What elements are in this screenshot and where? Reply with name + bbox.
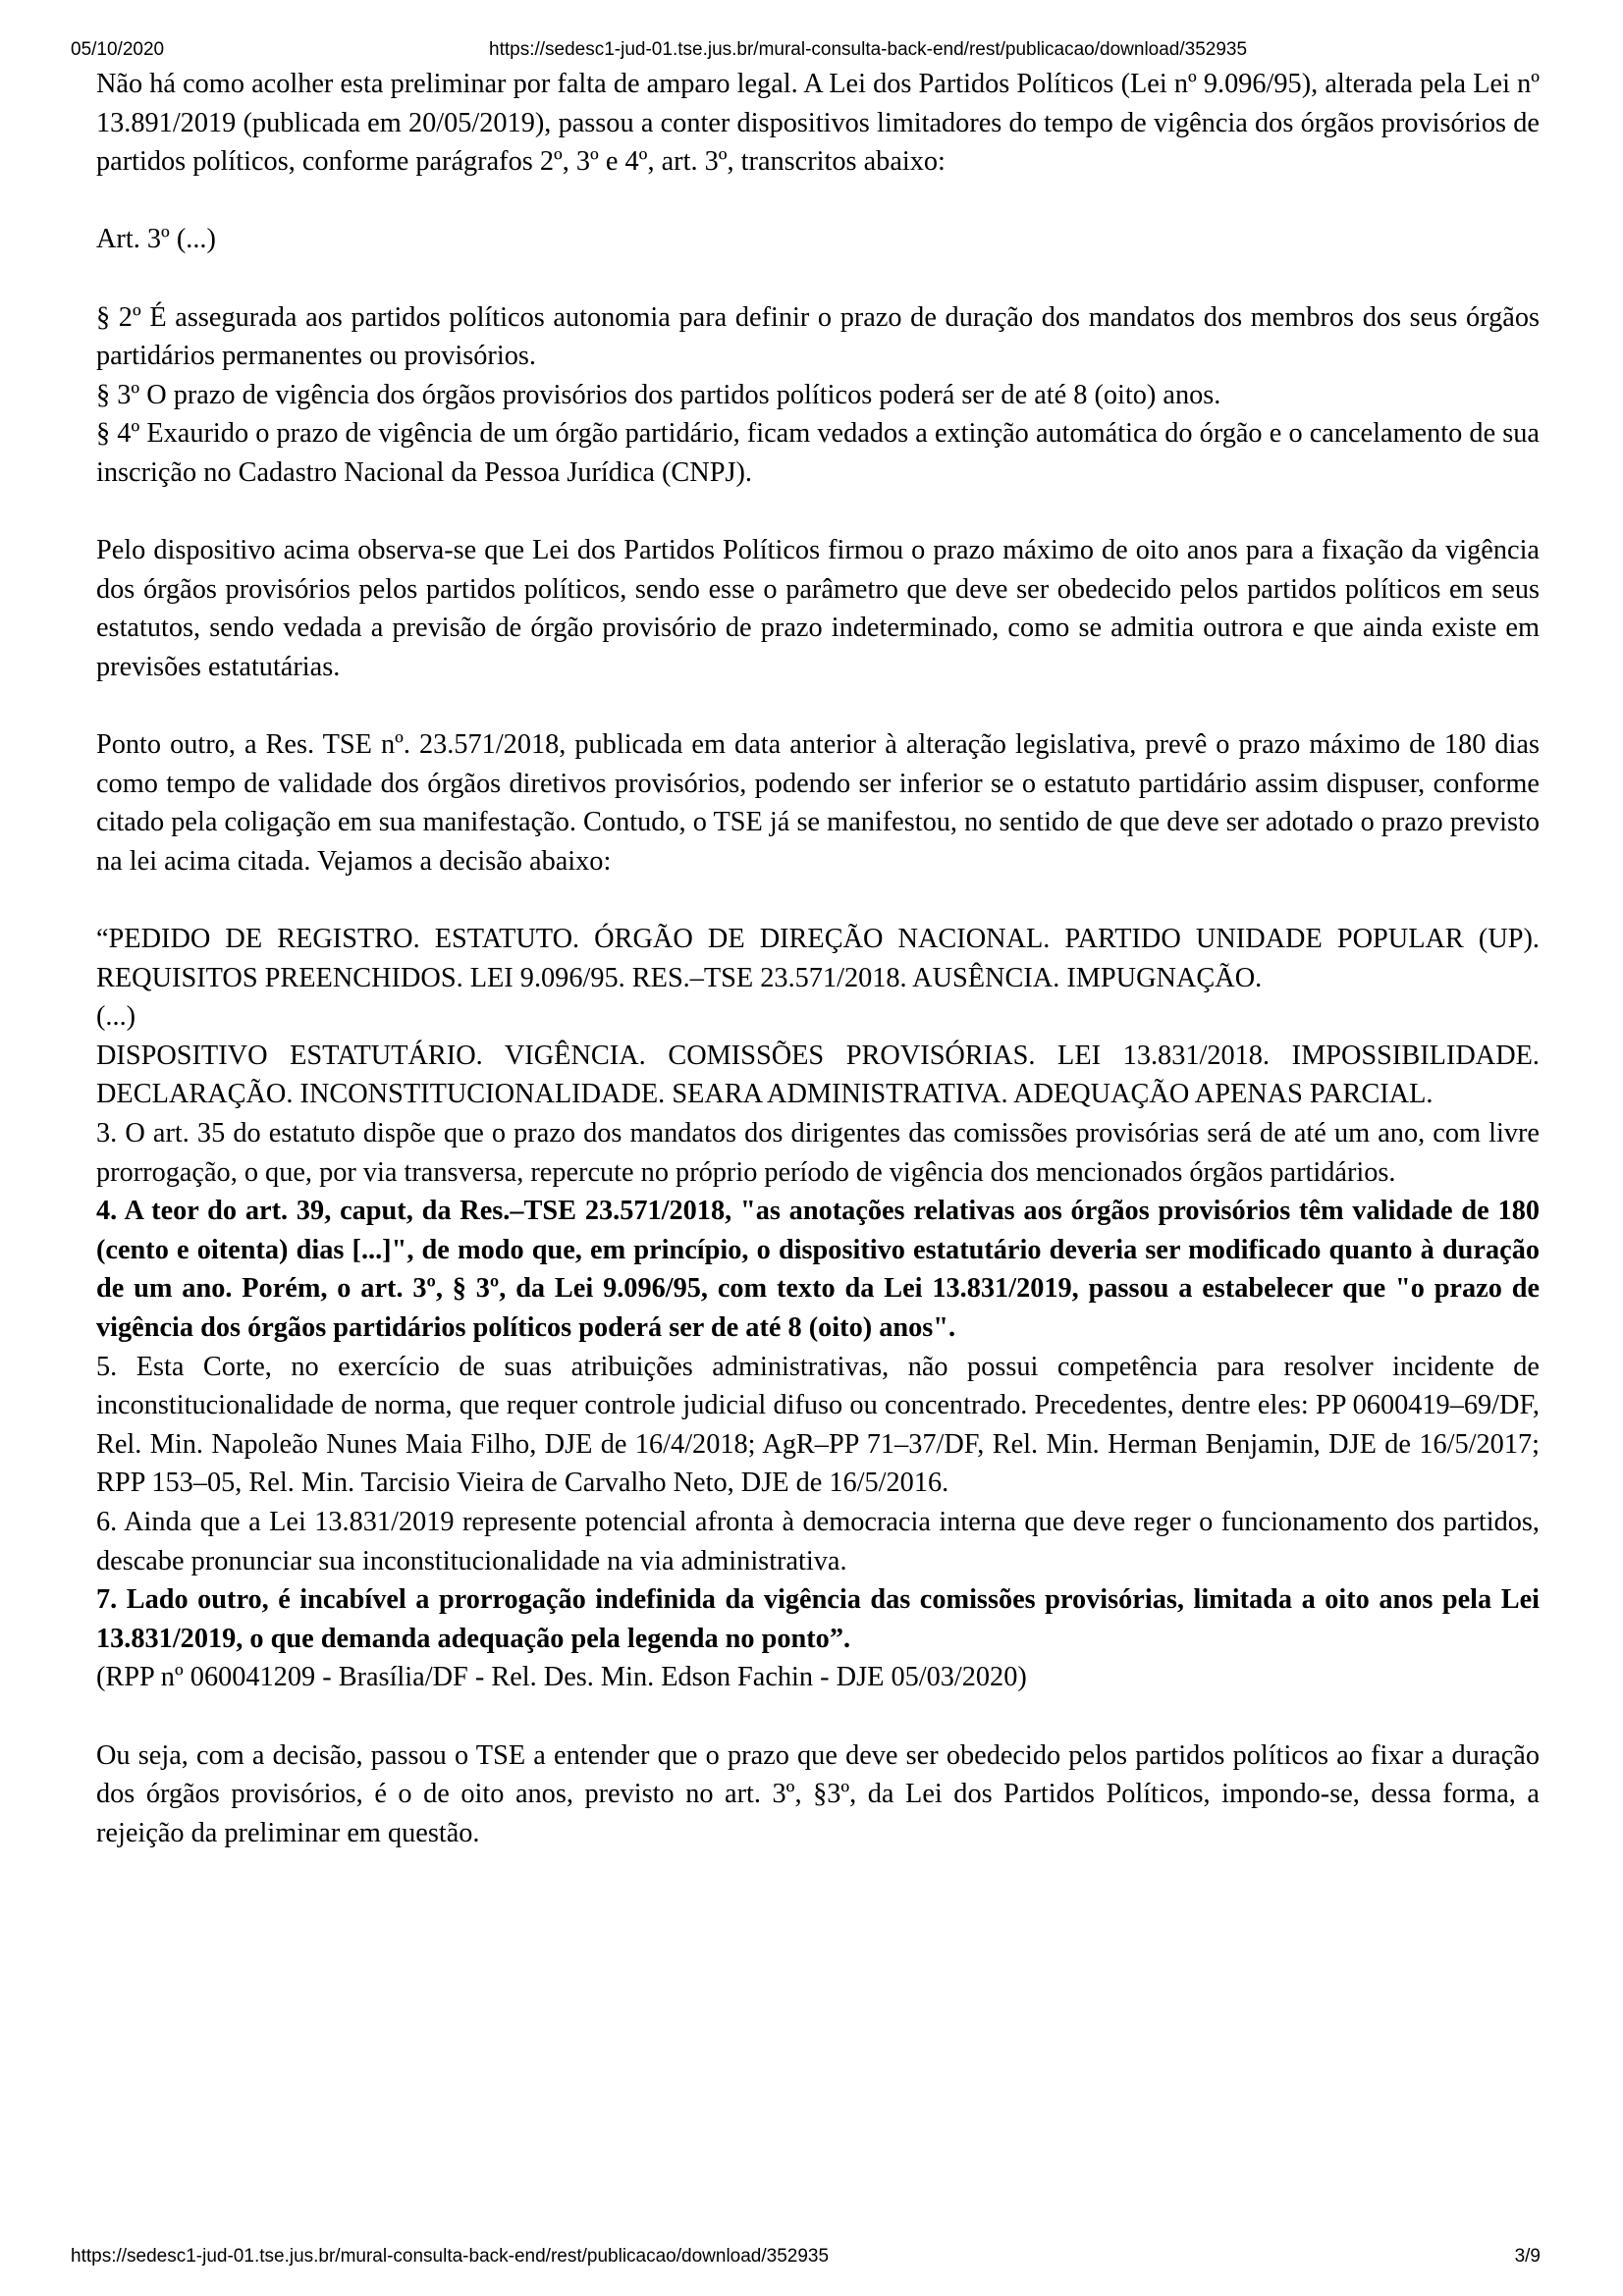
- document-body: [96, 65, 1540, 1852]
- quote-item-7: 7. Lado outro, é incabível a prorrogação indefinida da vigência das comissões provisórias, limitada a oito anos pela Lei 13.831/2019, o que demanda adequação pela legenda no ponto”.: [96, 1584, 1540, 1654]
- article-heading: Art. 3º (...): [96, 224, 216, 255]
- header-url: https://sedesc1-jud-01.tse.jus.br/mural-consulta-back-end/rest/publicacao/download/352935: [489, 39, 1248, 60]
- paragraph-conclusion: Ou seja, com a decisão, passou o TSE a entender que o prazo que deve ser obedecido pelos partidos políticos ao fixar a duração dos órgãos provisórios, é o de oito anos, previsto no art. 3º, §3º, da Lei dos Partidos Políticos, impondo-se, dessa forma, a rejeição da preliminar em questão.: [96, 1739, 1540, 1848]
- paragraph-analysis: Pelo dispositivo acima observa-se que Lei dos Partidos Políticos firmou o prazo máximo de oito anos para a fixação da vigência dos órgãos provisórios pelos partidos políticos, sendo esse o parâmetro que deve ser obedecido pelos partidos políticos em seus estatutos, sendo vedada a previsão de órgão provisório de prazo indeterminado, como se admitia outrora e que ainda existe em previsões estatutárias.: [96, 535, 1540, 682]
- paragraph-section-3: § 3º O prazo de vigência dos órgãos provisórios dos partidos políticos poderá ser de até 8 (oito) anos.: [96, 379, 1221, 410]
- quote-ellipsis: (...): [96, 1001, 136, 1033]
- quote-item-6: 6. Ainda que a Lei 13.831/2019 represente potencial afronta à democracia interna que deve reger o funcionamento dos partidos, descabe pronunciar sua inconstitucionalidade na via administrativa.: [96, 1506, 1540, 1576]
- quote-citation: (RPP nº 060041209 - Brasília/DF - Rel. Des. Min. Edson Fachin - DJE 05/03/2020): [96, 1662, 1027, 1693]
- quote-item-5: 5. Esta Corte, no exercício de suas atribuições administrativas, não possui competência para resolver incidente de inconstitucionalidade de norma, que requer controle judicial difuso ou concentrado. Precedentes, dentre eles: PP 0600419–69/DF, Rel. Min. Napoleão Nunes Maia Filho, DJE de 16/4/2018; AgR–PP 71–37/DF, Rel. Min. Herman Benjamin, DJE de 16/5/2017; RPP 153–05, Rel. Min. Tarcisio Vieira de Carvalho Neto, DJE de 16/5/2016.: [96, 1351, 1540, 1499]
- quote-ementa-1: “PEDIDO DE REGISTRO. ESTATUTO. ÓRGÃO DE DIREÇÃO NACIONAL. PARTIDO UNIDADE POPULAR (UP). REQUISITOS PREENCHIDOS. LEI 9.096/95. RES.–TSE 23.571/2018. AUSÊNCIA. IMPUGNAÇÃO.: [96, 924, 1540, 993]
- quote-ementa-2: DISPOSITIVO ESTATUTÁRIO. VIGÊNCIA. COMISSÕES PROVISÓRIAS. LEI 13.831/2018. IMPOSSIBILIDADE. DECLARAÇÃO. INCONSTITUCIONALIDADE. SEARA ADMINISTRATIVA. ADEQUAÇÃO APENAS PARCIAL.: [96, 1040, 1540, 1110]
- footer-url: https://sedesc1-jud-01.tse.jus.br/mural-consulta-back-end/rest/publicacao/download/352935: [71, 2246, 830, 2267]
- paragraph-intro: Não há como acolher esta preliminar por falta de amparo legal. A Lei dos Partidos Políticos (Lei nº 9.096/95), alterada pela Lei nº 13.891/2019 (publicada em 20/05/2019), passou a conter dispositivos limitadores do tempo de vigência dos órgãos provisórios de partidos políticos, conforme parágrafos 2º, 3º e 4º, art. 3º, transcritos abaixo:: [96, 69, 1540, 178]
- paragraph-section-4: § 4º Exaurido o prazo de vigência de um órgão partidário, ficam vedados a extinção automática do órgão e o cancelamento de sua inscrição no Cadastro Nacional da Pessoa Jurídica (CNPJ).: [96, 418, 1540, 488]
- quote-item-4: 4. A teor do art. 39, caput, da Res.–TSE 23.571/2018, "as anotações relativas aos órgãos provisórios têm validade de 180 (cento e oitenta) dias [...]", de modo que, em princípio, o dispositivo estatutário deveria ser modificado quanto à duração de um ano. Porém, o art. 3º, § 3º, da Lei 9.096/95, com texto da Lei 13.831/2019, passou a estabelecer que "o prazo de vigência dos órgãos partidários políticos poderá ser de até 8 (oito) anos".: [96, 1196, 1540, 1343]
- quote-item-3: 3. O art. 35 do estatuto dispõe que o prazo dos mandatos dos dirigentes das comissões provisórias será de até um ano, com livre prorrogação, o que, por via transversa, repercute no próprio período de vigência dos mencionados órgãos partidários.: [96, 1118, 1540, 1188]
- paragraph-resolution: Ponto outro, a Res. TSE nº. 23.571/2018, publicada em data anterior à alteração legislativa, prevê o prazo máximo de 180 dias como tempo de validade dos órgãos diretivos provisórios, podendo ser inferior se o estatuto partidário assim dispuser, conforme citado pela coligação em sua manifestação. Contudo, o TSE já se manifestou, no sentido de que deve ser adotado o prazo previsto na lei acima citada. Vejamos a decisão abaixo:: [96, 729, 1540, 877]
- page-number: 3/9: [1514, 2246, 1541, 2267]
- header-date: 05/10/2020: [71, 39, 165, 60]
- paragraph-section-2: § 2º É assegurada aos partidos políticos autonomia para definir o prazo de duração dos mandatos dos membros dos seus órgãos partidários permanentes ou provisórios.: [96, 301, 1540, 372]
